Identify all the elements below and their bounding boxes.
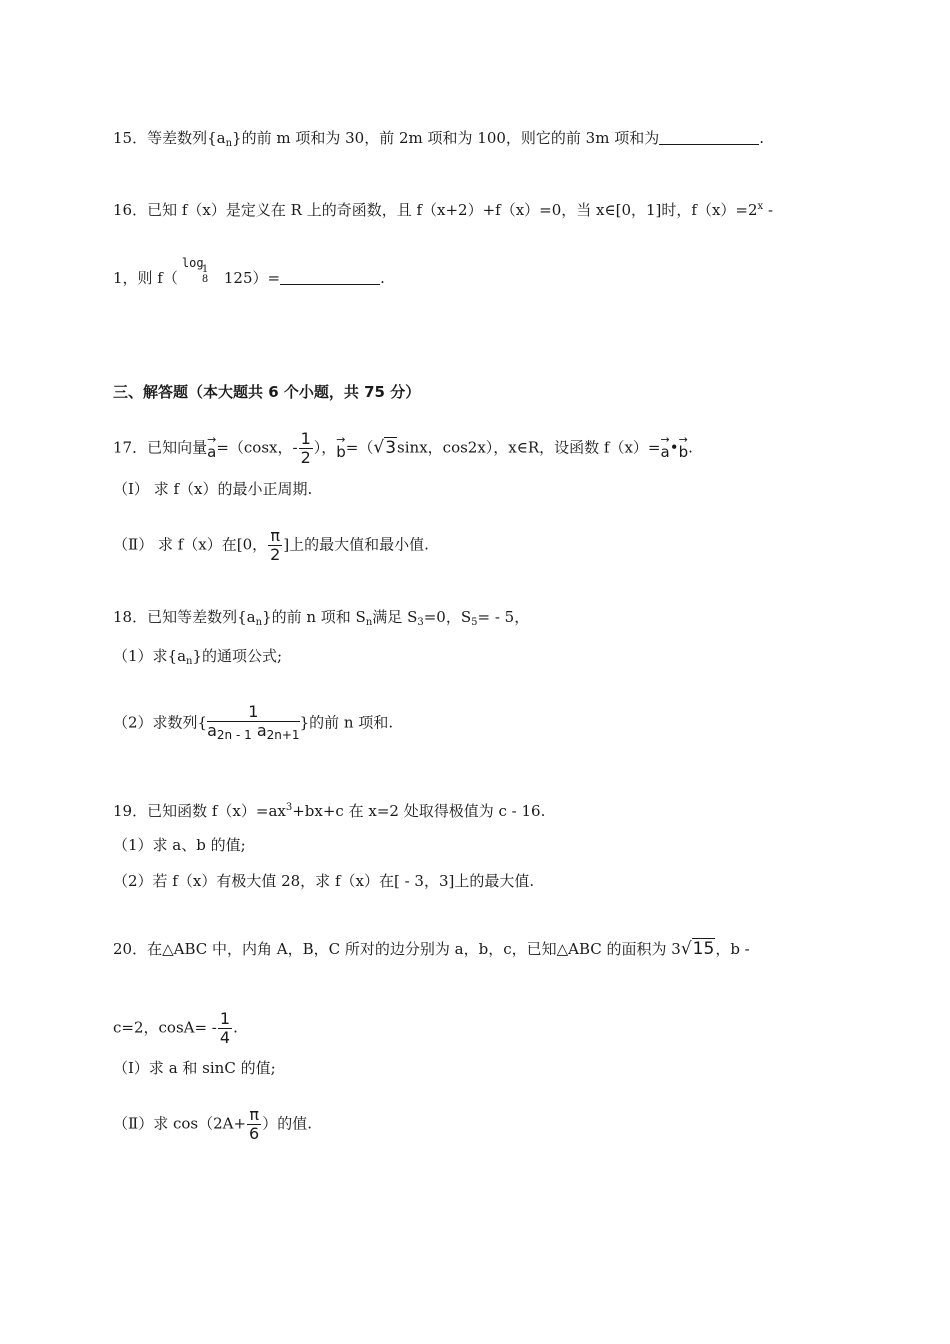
q17-vector-a: → a [207, 434, 216, 462]
q18-subscript-5: 5 [471, 617, 478, 628]
q17-sqrt-sym: √ [373, 437, 385, 458]
q18-subscript-n: n [255, 617, 263, 628]
q18-text-b: }的前 n 项和 S [262, 608, 366, 626]
q16-log-arg: 125）= [223, 269, 281, 287]
q17-text-a: 已知向量 [147, 438, 208, 457]
q17-vector-b: → b [336, 434, 346, 462]
q18-number: 18． [113, 608, 148, 626]
q20-sqrt-sym: √ [680, 939, 692, 959]
q20-pi-den: 6 [249, 1124, 260, 1143]
q20-frac-num: 1 [219, 1009, 231, 1028]
q18-frac-den [207, 722, 299, 744]
q16-line2-text: 1，则 f（ [113, 269, 178, 287]
q18-text-c: 满足 S [372, 608, 418, 626]
q20-part-1: （Ⅰ）求 a 和 sinC 的值; [113, 1059, 276, 1077]
q17-text-e: sinx，cos2x），x∈R，设函数 f（x）= [397, 438, 661, 457]
q15-number: 15． [113, 129, 148, 147]
q16-log-word: log [181, 256, 204, 270]
q18-frac-den-sub1: 2n - 1 [216, 728, 252, 742]
q20-line2-text: c=2，cosA= - [113, 1018, 217, 1037]
q17-part-2 [113, 527, 429, 564]
q18-frac-den-a1: a [207, 721, 217, 740]
q17-dot: • [669, 438, 679, 457]
q17-dot-vector-b: → b [679, 434, 689, 462]
q15-subscript-n: n [225, 138, 233, 149]
q18-frac-den-sub2: 2n+1 [266, 728, 300, 742]
q17-half-den: 2 [300, 448, 311, 467]
question-16-line-2 [113, 256, 385, 289]
q17-number: 17． [113, 438, 148, 457]
q17-sqrt-3 [373, 437, 397, 458]
q16-text-a: 已知 f（x）是定义在 R 上的奇函数，且 f（x+2）+f（x）=0，当 x∈[0，1]时，f（x）=2 [147, 201, 758, 219]
question-18 [113, 607, 529, 633]
q18-part1-text-a: （1）求{a [113, 647, 187, 665]
q20-sqrt-radicand: 15 [692, 939, 715, 959]
q16-end: . [380, 269, 385, 287]
question-17 [113, 430, 693, 467]
q17-text-b: =（cosx， [216, 438, 293, 457]
q19-superscript-3: 3 [285, 802, 293, 813]
q16-log-base-num: 1 [201, 264, 209, 275]
q20-end: . [233, 1018, 238, 1037]
q17-pi-num: π [270, 526, 281, 545]
question-20 [113, 939, 750, 959]
q20-part-2 [113, 1106, 312, 1143]
q19-number: 19． [113, 802, 148, 820]
q15-end: . [759, 129, 764, 147]
q17-pi-den: 2 [270, 545, 281, 564]
q16-superscript-x: x [757, 201, 764, 212]
q19-text-a: 已知函数 f（x）=ax [147, 802, 286, 820]
q18-part1-text-b: }的通项公式; [192, 647, 283, 665]
q15-text-a: 等差数列{a [147, 129, 226, 147]
q17-text-d: =（ [345, 438, 374, 457]
q18-subscript-3: 3 [417, 617, 424, 628]
q18-subscript-n-2: n [365, 617, 373, 628]
q18-part2-text-a: （2）求数列{ [113, 713, 208, 732]
q20-part2-text-a: （Ⅱ）求 cos（2A+ [113, 1114, 247, 1133]
q20-fraction-pi-6 [247, 1106, 261, 1143]
q17-half-num: 1 [300, 429, 311, 448]
q19-text-b: +bx+c 在 x=2 处取得极值为 c - 16. [292, 802, 546, 820]
q20-text-a: 在△ABC 中，内角 A，B，C 所对的边分别为 a，b，c，已知△ABC 的面积为 3 [147, 940, 681, 958]
q17-part2-text-a: （Ⅱ） 求 f（x）在[0， [113, 535, 268, 554]
q17-part2-text-b: ]上的最大值和最小值. [283, 535, 429, 554]
q16-answer-blank[interactable] [280, 270, 380, 285]
q19-part-1: （1）求 a、b 的值; [113, 836, 246, 854]
q18-text-a: 已知等差数列{a [147, 608, 256, 626]
q20-pi-num: π [249, 1105, 259, 1124]
q17-fraction-pi-2 [268, 527, 282, 564]
q17-part-1: （Ⅰ） 求 f（x）的最小正周期. [113, 480, 313, 498]
q17-text-c: ）， [313, 438, 337, 457]
q18-sequence-fraction [207, 703, 299, 744]
q17-sqrt-radicand: 3 [385, 437, 397, 458]
q16-text-b: - [763, 201, 774, 219]
q18-part-1 [113, 646, 282, 672]
q15-answer-blank[interactable] [659, 130, 759, 145]
question-19 [113, 798, 545, 821]
q18-frac-num: 1 [207, 703, 299, 722]
q15-text-b: }的前 m 项和为 30，前 2m 项和为 100，则它的前 3m 项和为 [232, 129, 660, 147]
question-16 [113, 197, 773, 220]
q18-part-2 [113, 703, 393, 744]
section-3-heading: 三、解答题（本大题共 6 个小题，共 75 分） [113, 383, 421, 401]
q20-number: 20． [113, 940, 148, 958]
q16-log-base-den: 8 [201, 274, 209, 285]
question-15 [113, 128, 764, 154]
q16-number: 16． [113, 201, 148, 219]
q17-dot-vector-a: → a [661, 434, 670, 462]
q18-part1-subscript-n: n [186, 656, 193, 667]
q17-minus: - [292, 438, 298, 457]
q20-fraction-quarter [218, 1010, 232, 1047]
q18-frac-den-a2: a [251, 721, 267, 740]
q18-text-e: = - 5， [477, 608, 530, 626]
q18-text-d: =0，S [423, 608, 472, 626]
q20-part2-text-b: ）的值. [262, 1114, 313, 1133]
question-20-line-2 [113, 1010, 238, 1047]
q17-fraction-half [299, 430, 313, 467]
q20-frac-den: 4 [219, 1028, 231, 1047]
q20-sqrt-15 [681, 938, 715, 959]
q16-log-base [202, 265, 208, 285]
q19-part-2: （2）若 f（x）有极大值 28，求 f（x）在[ - 3，3]上的最大值. [113, 872, 535, 890]
q16-log-expression [178, 256, 224, 289]
q17-end: . [688, 438, 693, 457]
q20-text-b: ，b - [715, 940, 750, 958]
q18-part2-text-b: }的前 n 项和. [299, 713, 394, 732]
